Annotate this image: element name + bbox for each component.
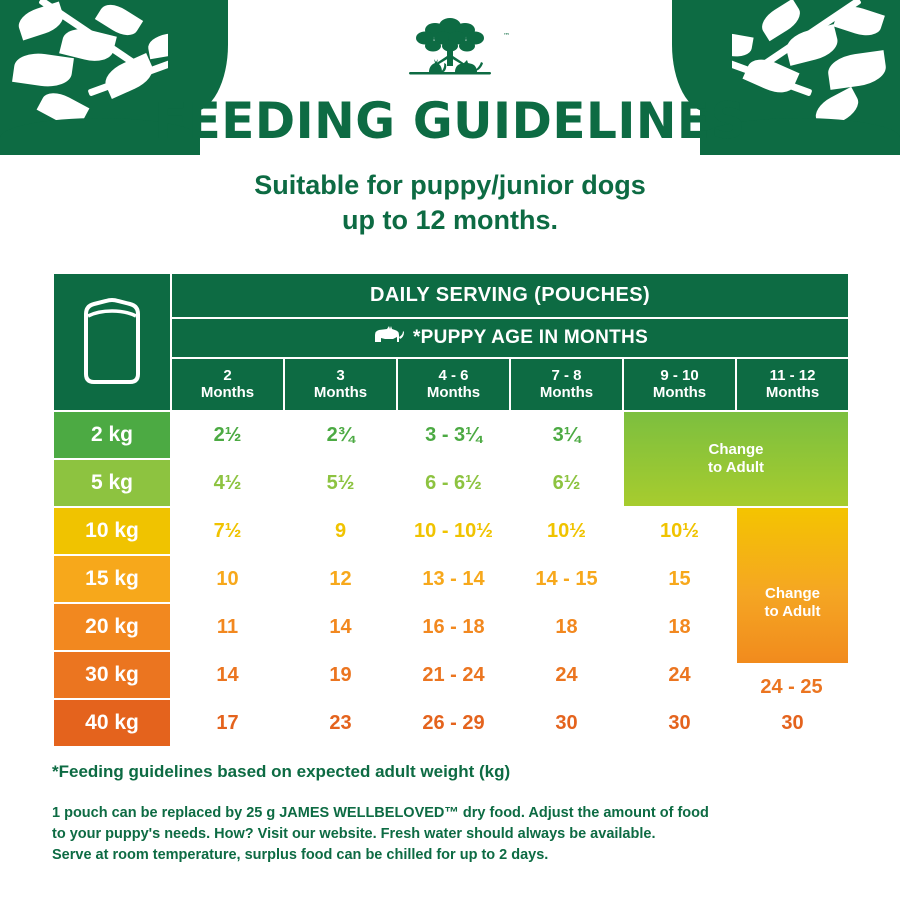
cell-4-4: 18 (623, 603, 736, 651)
cell-3-1: 12 (284, 555, 397, 603)
month-col-5-top: 11 - 12 (769, 366, 816, 384)
month-col-3-top: 7 - 8 (551, 366, 582, 384)
cell-1-3: 6½ (510, 459, 623, 507)
cell-5-2: 21 - 24 (397, 651, 510, 699)
weight-label-6: 40 kg (53, 699, 171, 747)
subtitle-line-2: up to 12 months. (342, 204, 558, 235)
cell-3-4: 15 (623, 555, 736, 603)
cell-3-2: 13 - 14 (397, 555, 510, 603)
pouch-icon-cell (53, 273, 171, 411)
cell-4-0: 11 (171, 603, 284, 651)
table-row (53, 507, 849, 555)
cell-6-3: 30 (510, 699, 623, 747)
table-header-row-age (53, 318, 849, 359)
change-to-adult-a-line2: to Adult (707, 459, 765, 476)
page-subtitle (0, 168, 900, 237)
cell-6-0: 17 (171, 699, 284, 747)
cell-2-3: 10½ (510, 507, 623, 555)
dog-icon (372, 324, 404, 352)
puppy-age-header-label: *PUPPY AGE IN MONTHS (412, 326, 649, 348)
month-col-0-top: 2 (223, 366, 232, 384)
footnote-block (52, 803, 858, 866)
month-col-3 (510, 358, 623, 411)
cell-2-1: 9 (284, 507, 397, 555)
cell-2-0: 7½ (171, 507, 284, 555)
cell-6-2: 26 - 29 (397, 699, 510, 747)
cell-0-3: 3¼ (510, 411, 623, 459)
cell-1-2: 6 - 6½ (397, 459, 510, 507)
month-col-2 (397, 358, 510, 411)
cell-5-5: 24 - 25 (735, 663, 848, 711)
cell-6-5: 30 (736, 699, 849, 747)
cell-2-4: 10½ (623, 507, 736, 555)
cell-5-3: 24 (510, 651, 623, 699)
table-row (53, 651, 849, 699)
table-row (53, 555, 849, 603)
month-col-5 (736, 358, 849, 411)
cell-5-1: 19 (284, 651, 397, 699)
james-wellbeloved-logo (385, 12, 515, 90)
footnote-line-2: 1 pouch can be replaced by 25 g JAMES WELLBELOVED™ dry food. Adjust the amount of food (52, 805, 709, 821)
puppy-age-header (171, 318, 849, 359)
table-row (53, 411, 849, 459)
month-col-4-top: 9 - 10 (660, 366, 699, 384)
cell-4-3: 18 (510, 603, 623, 651)
page-title: FEEDING GUIDELINES (154, 92, 746, 150)
feeding-table-wrap (52, 272, 848, 748)
month-col-1-bottom: Months (313, 383, 368, 401)
weight-label-4: 20 kg (53, 603, 171, 651)
cell-0-1: 2¾ (284, 411, 397, 459)
cell-5-0: 14 (171, 651, 284, 699)
table-row (53, 699, 849, 747)
weight-label-1: 5 kg (53, 459, 171, 507)
weight-label-2: 10 kg (53, 507, 171, 555)
month-col-1-top: 3 (336, 366, 345, 384)
weight-label-0: 2 kg (53, 411, 171, 459)
footnote-line-3: to your puppy's needs. How? Visit our website. Fresh water should always be available. (52, 826, 656, 843)
footnote-weight-basis: *Feeding guidelines based on expected adult weight (kg) (52, 762, 511, 781)
table-header-row-months (53, 358, 849, 411)
month-col-0-bottom: Months (200, 383, 255, 401)
change-to-adult-b-line1: Change (765, 585, 821, 602)
cell-6-4: 30 (623, 699, 736, 747)
cell-0-2: 3 - 3¼ (397, 411, 510, 459)
cell-6-1: 23 (284, 699, 397, 747)
cell-4-1: 14 (284, 603, 397, 651)
month-col-3-bottom: Months (539, 383, 594, 401)
table-row (53, 603, 849, 651)
month-col-4-bottom: Months (652, 383, 707, 401)
trademark-symbol: ™ (503, 32, 510, 40)
cell-1-1: 5½ (284, 459, 397, 507)
cell-3-0: 10 (171, 555, 284, 603)
weight-label-5: 30 kg (53, 651, 171, 699)
month-col-4 (623, 358, 736, 411)
month-col-0 (171, 358, 284, 411)
daily-serving-header: DAILY SERVING (POUCHES) (171, 273, 849, 318)
cell-0-0: 2½ (171, 411, 284, 459)
change-to-adult-b-line2: to Adult (764, 603, 821, 620)
month-col-1 (284, 358, 397, 411)
change-to-adult-a-line1: Change (708, 441, 764, 458)
pouch-icon (54, 274, 170, 410)
table-header-row-serving (53, 273, 849, 318)
change-to-adult-block-a (623, 411, 849, 507)
footnote-line-4: Serve at room temperature, surplus food can be chilled for up to 2 days. (52, 847, 549, 864)
weight-label-3: 15 kg (53, 555, 171, 603)
month-col-5-bottom: Months (765, 383, 820, 401)
month-col-2-bottom: Months (426, 383, 481, 401)
cell-1-0: 4½ (171, 459, 284, 507)
cell-3-3: 14 - 15 (510, 555, 623, 603)
feeding-guidelines-table (52, 272, 850, 748)
cell-2-2: 10 - 10½ (397, 507, 510, 555)
cell-5-4: 24 (623, 651, 736, 699)
subtitle-line-1: Suitable for puppy/junior dogs (254, 170, 646, 200)
cell-4-2: 16 - 18 (397, 603, 510, 651)
month-col-2-top: 4 - 6 (438, 366, 469, 384)
